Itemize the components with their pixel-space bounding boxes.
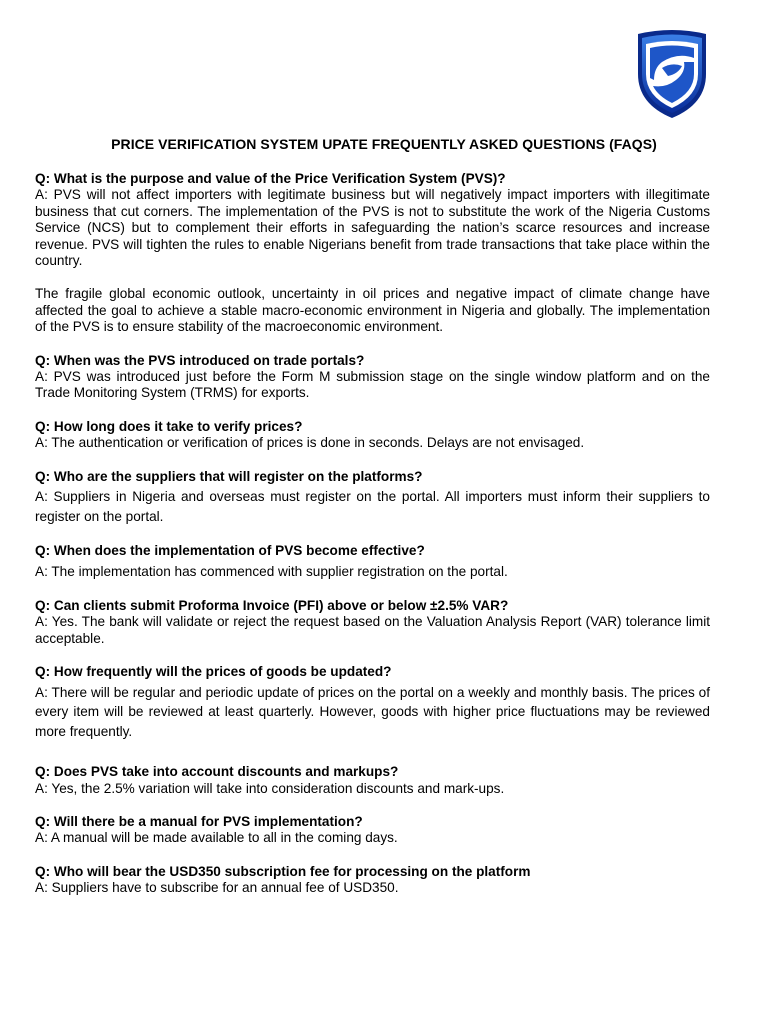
document-title: PRICE VERIFICATION SYSTEM UPATE FREQUENTLY ASKED QUESTIONS (FAQS) — [111, 136, 657, 152]
faq-answer: A: The implementation has commenced with supplier registration on the portal. — [35, 563, 508, 579]
faq-answer-paragraph: The fragile global economic outlook, uncertainty in oil prices and negative impact of climate change have affected the goal to achieve a stable macro-economic environment in Nigeria and globally. The implementation of the PVS is to ensure stability of the macroeconomic environment. — [35, 286, 710, 335]
faq-question: Q: When does the implementation of PVS become effective? — [35, 543, 425, 559]
faq-question: Q: What is the purpose and value of the Price Verification System (PVS)? — [35, 171, 506, 186]
faq-item — [35, 543, 710, 581]
faq-question: Q: Will there be a manual for PVS implementation? — [35, 813, 363, 829]
faq-item — [35, 664, 710, 741]
faq-list — [35, 171, 710, 897]
faq-item — [35, 764, 710, 797]
faq-question: Q: Can clients submit Proforma Invoice (PFI) above or below ±2.5% VAR? — [35, 598, 509, 613]
faq-answer: A: Suppliers have to subscribe for an annual fee of USD350. — [35, 880, 399, 896]
faq-answer: A: The authentication or verification of prices is done in seconds. Delays are not envisaged. — [35, 435, 585, 451]
faq-answer: A: Yes. The bank will validate or reject the request based on the Valuation Analysis Report (VAR) tolerance limit acceptable. — [35, 614, 710, 646]
faq-item — [35, 353, 710, 402]
faq-answer: A: There will be regular and periodic update of prices on the portal on a weekly and monthly basis. The prices of every item will be reviewed at least quarterly. However, goods with higher price fluctuations may be reviewed more frequently. — [35, 684, 710, 739]
standard-bank-shield-icon — [632, 28, 712, 120]
faq-question: Q: Who will bear the USD350 subscription fee for processing on the platform — [35, 863, 531, 879]
faq-item — [35, 864, 710, 897]
faq-question: Q: When was the PVS introduced on trade portals? — [35, 352, 365, 368]
faq-answer: A: Suppliers in Nigeria and overseas must register on the portal. All importers must inform their suppliers to register on the portal. — [35, 489, 710, 524]
faq-answer: A: PVS will not affect importers with legitimate business but will negatively impact importers with illegitimate business that cut corners. The implementation of the PVS is not to substitute the work of the Nigeria Customs Service (NCS) but to complement their efforts in safeguarding the nation’s scarce resources and increase revenue. PVS will tighten the rules to enable Nigerians benefit from trade transactions that take place within the country. — [35, 187, 710, 269]
faq-item — [35, 598, 710, 647]
faq-item — [35, 171, 710, 336]
faq-answer: A: Yes, the 2.5% variation will take into consideration discounts and mark-ups. — [35, 780, 505, 796]
faq-item — [35, 419, 710, 452]
faq-question: Q: Who are the suppliers that will register on the platforms? — [35, 468, 423, 484]
faq-item — [35, 814, 710, 847]
faq-item — [35, 469, 710, 526]
faq-answer: A: PVS was introduced just before the Form M submission stage on the single window platform and on the Trade Monitoring System (TRMS) for exports. — [35, 369, 710, 401]
faq-question: Q: How frequently will the prices of goods be updated? — [35, 664, 392, 680]
faq-answer: A: A manual will be made available to all in the coming days. — [35, 830, 398, 846]
faq-question: Q: How long does it take to verify prices? — [35, 418, 303, 434]
faq-question: Q: Does PVS take into account discounts and markups? — [35, 764, 399, 780]
